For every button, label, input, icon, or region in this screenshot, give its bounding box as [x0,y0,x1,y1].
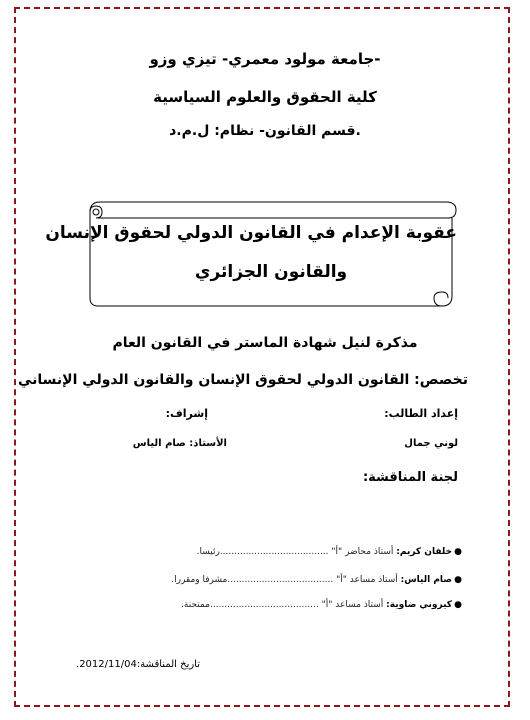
student-name: لوني جمال [404,438,458,449]
member-rank: أستاذ محاضر "أ" [331,547,394,557]
bullet-icon: ● [454,575,462,585]
committee-member [197,547,452,557]
committee-member [181,600,452,610]
member-role: ......................................ممتحنة. [181,600,319,610]
university-name: جامعة مولود معمري- تيزي وزو- [149,50,381,68]
member-rank: أستاذ مساعد "أ" [336,575,398,585]
member-name: صام الياس: [400,575,452,585]
supervisor-name: الأستاذ: صام الياس [132,438,227,449]
defense-date: تاريخ المناقشة:2012/11/04. [76,659,201,670]
thesis-title-line-1: عقوبة الإعدام في القانون الدولي لحقوق الإنسان [45,223,457,243]
specialization: تخصص: القانون الدولي لحقوق الإنسان والقانون الدولي الإنساني [18,372,468,388]
committee-title: لجنة المناقشة: [362,470,458,485]
bullet-icon: ● [454,600,462,610]
member-name: خلفان كريم: [396,547,452,557]
member-role: .....................................مشرفا ومقررا. [171,575,334,585]
member-rank: أستاذ مساعد "أ" [321,600,384,610]
memo-purpose: مذكرة لنيل شهادة الماستر في القانون العام [112,335,418,351]
committee-member [171,575,452,585]
thesis-title-line-2: والقانون الجزائري [194,262,348,282]
prepared-by-label: إعداد الطالب: [384,407,458,420]
department-name: قسم القانون- نظام: ل.م.د. [169,123,361,139]
member-name: كيروني ضاوية: [386,600,452,610]
bullet-icon: ● [454,547,462,557]
supervision-label: إشراف: [165,407,208,420]
title-scroll-banner [45,198,460,310]
member-role: ......................................رئيسا. [196,547,329,557]
faculty-name: كلية الحقوق والعلوم السياسية [153,88,377,106]
